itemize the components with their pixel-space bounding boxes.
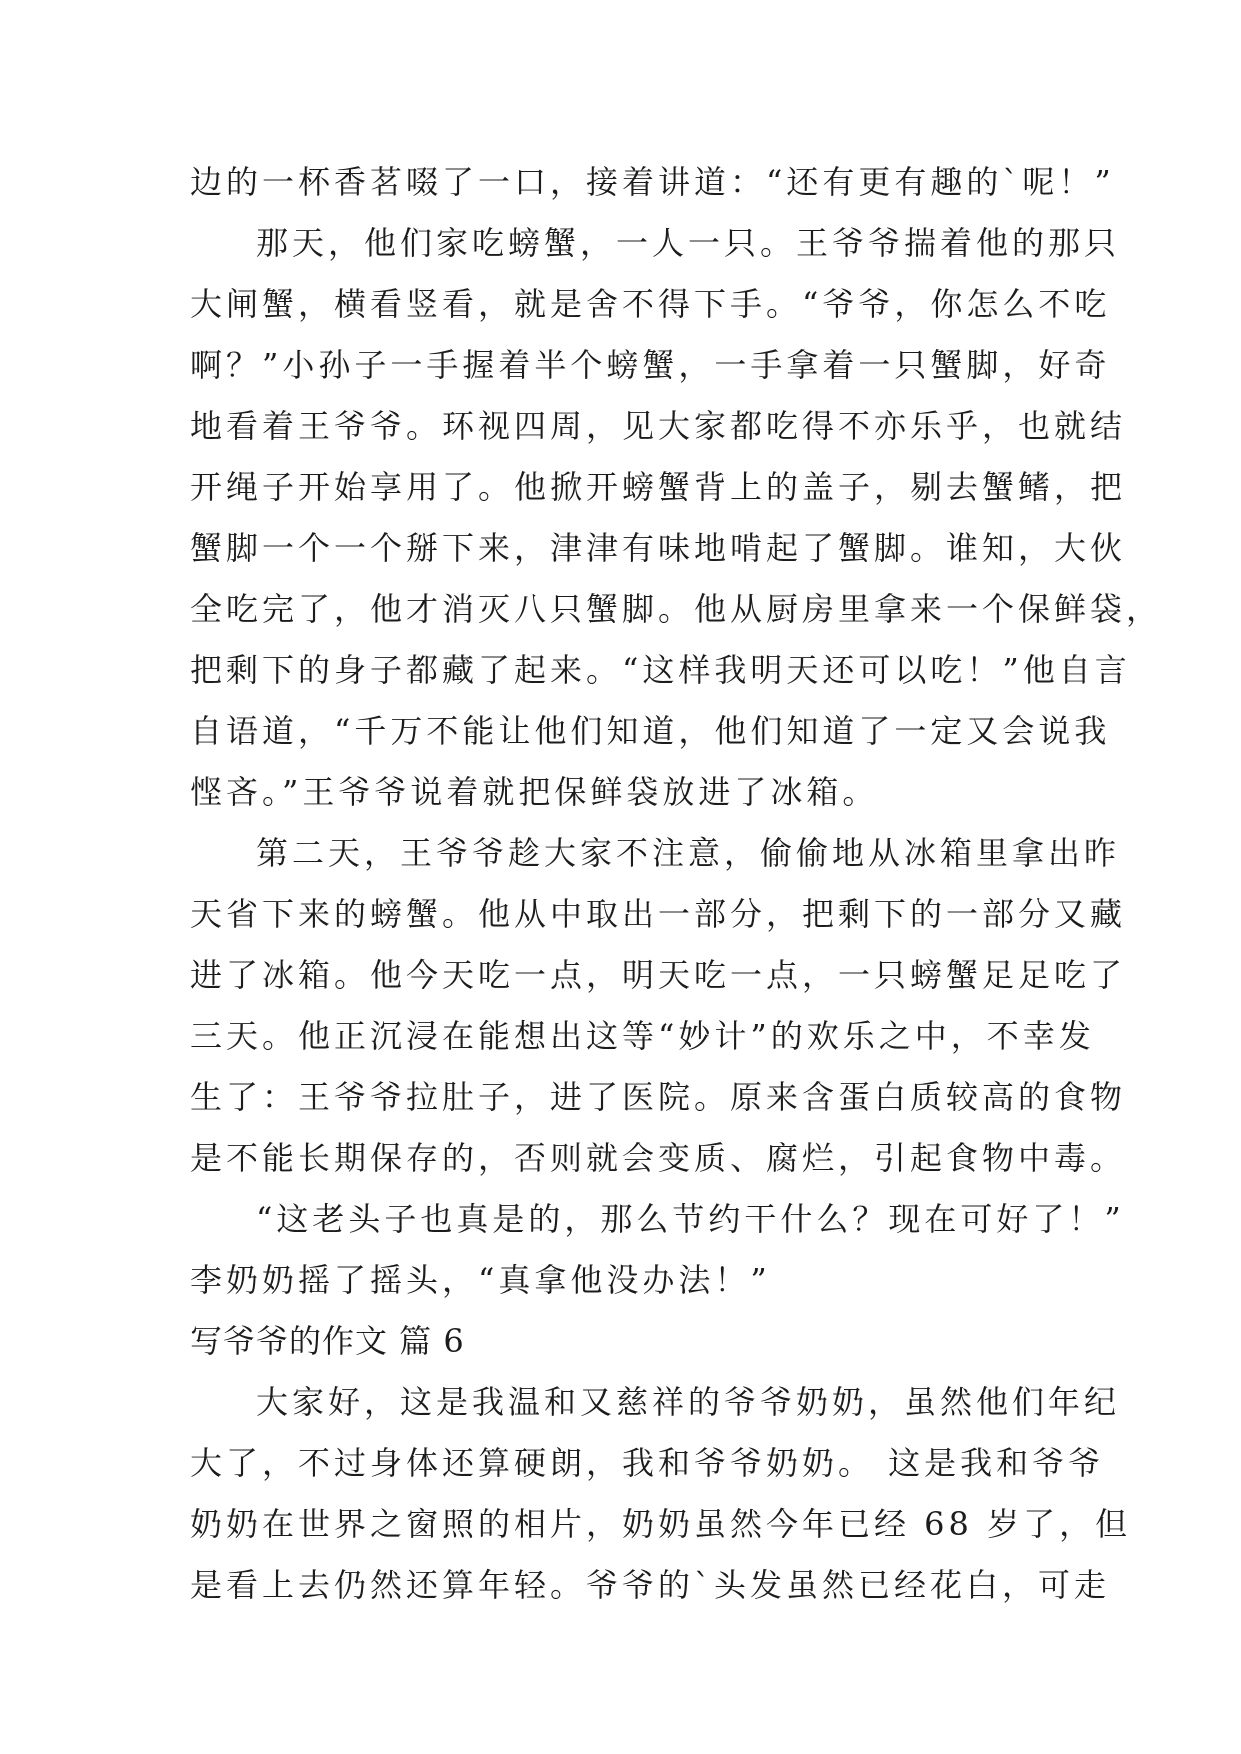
paragraph-start-line: 那天，他们家吃螃蟹，一人一只。王爷爷揣着他的那只 xyxy=(256,224,1121,262)
text-line: 悭吝。”王爷爷说着就把保鲜袋放进了冰箱。 xyxy=(190,773,879,811)
text-line: 全吃完了，他才消灭八只蟹脚。他从厨房里拿来一个保鲜袋， xyxy=(190,590,1163,628)
paragraph-start-line: 大家好，这是我温和又慈祥的爷爷奶奶，虽然他们年纪 xyxy=(256,1383,1121,1421)
text-line: 天省下来的螃蟹。他从中取出一部分，把剩下的一部分又藏 xyxy=(190,895,1127,933)
text-line: 蟹脚一个一个掰下来，津津有味地啃起了蟹脚。谁知，大伙 xyxy=(190,529,1127,567)
text-line: 地看着王爷爷。环视四周，见大家都吃得不亦乐乎，也就结 xyxy=(190,407,1127,445)
paragraph-start-line: “这老头子也真是的，那么节约干什么？现在可好了！” xyxy=(256,1200,1125,1238)
text-line: 把剩下的身子都藏了起来。“这样我明天还可以吃！”他自言 xyxy=(190,651,1131,689)
text-line: 开绳子开始享用了。他掀开螃蟹背上的盖子，剔去蟹鳍，把 xyxy=(190,468,1127,506)
text-line: 三天。他正沉浸在能想出这等“妙计”的欢乐之中，不幸发 xyxy=(190,1017,1095,1055)
text-line: 大闸蟹，横看竖看，就是舍不得下手。“爷爷，你怎么不吃 xyxy=(190,285,1111,323)
text-line: 李奶奶摇了摇头，“真拿他没办法！” xyxy=(190,1261,771,1299)
text-line: 是不能长期保存的，否则就会变质、腐烂，引起食物中毒。 xyxy=(190,1139,1127,1177)
text-line: 奶奶在世界之窗照的相片，奶奶虽然今年已经 68 岁了，但 xyxy=(190,1505,1132,1543)
text-line: 是看上去仍然还算年轻。爷爷的`头发虽然已经花白，可走 xyxy=(190,1566,1111,1604)
text-line: 大了，不过身体还算硬朗，我和爷爷奶奶。 这是我和爷爷 xyxy=(190,1444,1105,1482)
article-body xyxy=(190,152,1163,1616)
text-line: 边的一杯香茗啜了一口，接着讲道：“还有更有趣的`呢！” xyxy=(190,163,1115,201)
text-line: 生了：王爷爷拉肚子，进了医院。原来含蛋白质较高的食物 xyxy=(190,1078,1127,1116)
paragraph-start-line: 第二天，王爷爷趁大家不注意，偷偷地从冰箱里拿出昨 xyxy=(256,834,1121,872)
text-line: 自语道，“千万不能让他们知道，他们知道了一定又会说我 xyxy=(190,712,1111,750)
text-line: 进了冰箱。他今天吃一点，明天吃一点，一只螃蟹足足吃了 xyxy=(190,956,1127,994)
section-heading: 写爷爷的作文 篇 6 xyxy=(190,1322,465,1360)
text-line: 啊？”小孙子一手握着半个螃蟹，一手拿着一只蟹脚，好奇 xyxy=(190,346,1111,384)
